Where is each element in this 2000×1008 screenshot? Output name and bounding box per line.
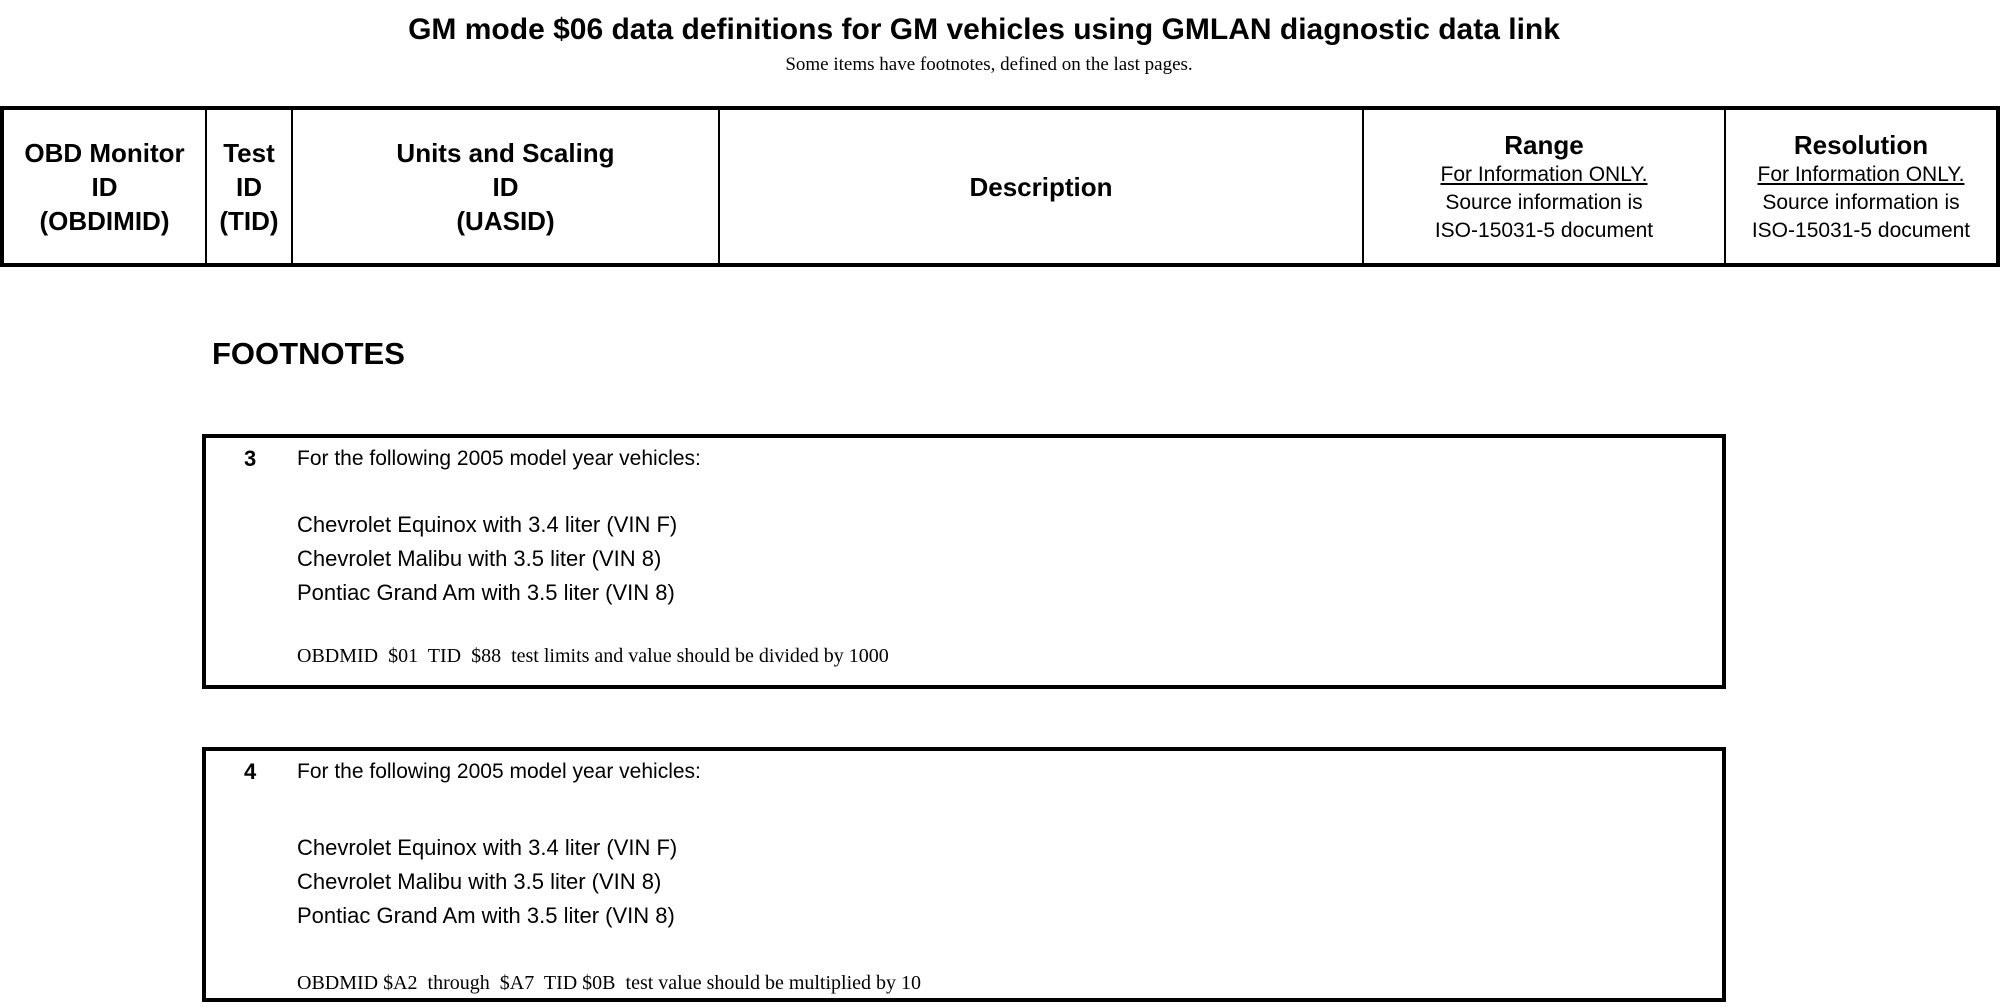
header-tid-line: (TID) bbox=[219, 205, 279, 236]
header-range-title: Range bbox=[1504, 129, 1584, 160]
page-subtitle: Some items have footnotes, defined on the last pages. bbox=[785, 54, 1193, 75]
footnote-vehicle: Chevrolet Equinox with 3.4 liter (VIN F) bbox=[297, 835, 678, 860]
header-range bbox=[1363, 108, 1725, 265]
header-resolution-title: Resolution bbox=[1793, 129, 1929, 160]
header-obdmid-line: (OBDIMID) bbox=[39, 205, 170, 236]
header-uasid-line: (UASID) bbox=[456, 205, 555, 236]
column-header-table bbox=[0, 106, 2000, 267]
footnote-vehicle: Chevrolet Equinox with 3.4 liter (VIN F) bbox=[297, 512, 678, 537]
header-range-line: ISO-15031-5 document bbox=[1434, 218, 1654, 242]
footnote-intro: For the following 2005 model year vehicles: bbox=[297, 760, 701, 783]
header-resolution-line: ISO-15031-5 document bbox=[1751, 218, 1971, 242]
header-tid bbox=[206, 108, 292, 265]
header-obdmid-line: ID bbox=[91, 171, 118, 202]
header-range-line: Source information is bbox=[1445, 190, 1643, 214]
header-resolution-line: Source information is bbox=[1762, 190, 1960, 214]
page-title: GM mode $06 data definitions for GM vehicles using GMLAN diagnostic data link bbox=[408, 13, 1560, 46]
footnote-vehicle: Chevrolet Malibu with 3.5 liter (VIN 8) bbox=[297, 869, 662, 894]
header-uasid bbox=[292, 108, 719, 265]
footnotes-heading: FOOTNOTES bbox=[212, 336, 405, 371]
header-tid-line: ID bbox=[236, 171, 262, 202]
header-obdmid bbox=[2, 108, 206, 265]
header-obdmid-line: OBD Monitor bbox=[24, 137, 185, 168]
footnote-vehicle-list bbox=[297, 831, 677, 933]
header-uasid-line: ID bbox=[492, 171, 519, 202]
header-row bbox=[2, 108, 1998, 265]
footnote-vehicle-list bbox=[297, 508, 677, 610]
footnote-intro: For the following 2005 model year vehicles: bbox=[297, 447, 701, 470]
header-description: Description bbox=[719, 108, 1363, 265]
footnote-vehicle: Chevrolet Malibu with 3.5 liter (VIN 8) bbox=[297, 546, 662, 571]
header-range-note: For Information ONLY. bbox=[1440, 162, 1648, 186]
footnote-number: 4 bbox=[244, 759, 257, 784]
footnote-number: 3 bbox=[244, 446, 257, 471]
footnote-box-3 bbox=[202, 434, 1726, 689]
footnote-box-4 bbox=[202, 747, 1726, 1002]
header-uasid-line: Units and Scaling bbox=[396, 137, 615, 168]
header-resolution bbox=[1725, 108, 1998, 265]
header-resolution-note: For Information ONLY. bbox=[1757, 162, 1965, 186]
footnote-vehicle: Pontiac Grand Am with 3.5 liter (VIN 8) bbox=[297, 903, 675, 928]
header-tid-line: Test bbox=[223, 137, 275, 168]
footnote-note: OBDMID $A2 through $A7 TID $0B test value should be multiplied by 10 bbox=[297, 972, 922, 994]
footnote-note: OBDMID $01 TID $88 test limits and value should be divided by 1000 bbox=[297, 645, 889, 667]
footnote-vehicle: Pontiac Grand Am with 3.5 liter (VIN 8) bbox=[297, 580, 675, 605]
